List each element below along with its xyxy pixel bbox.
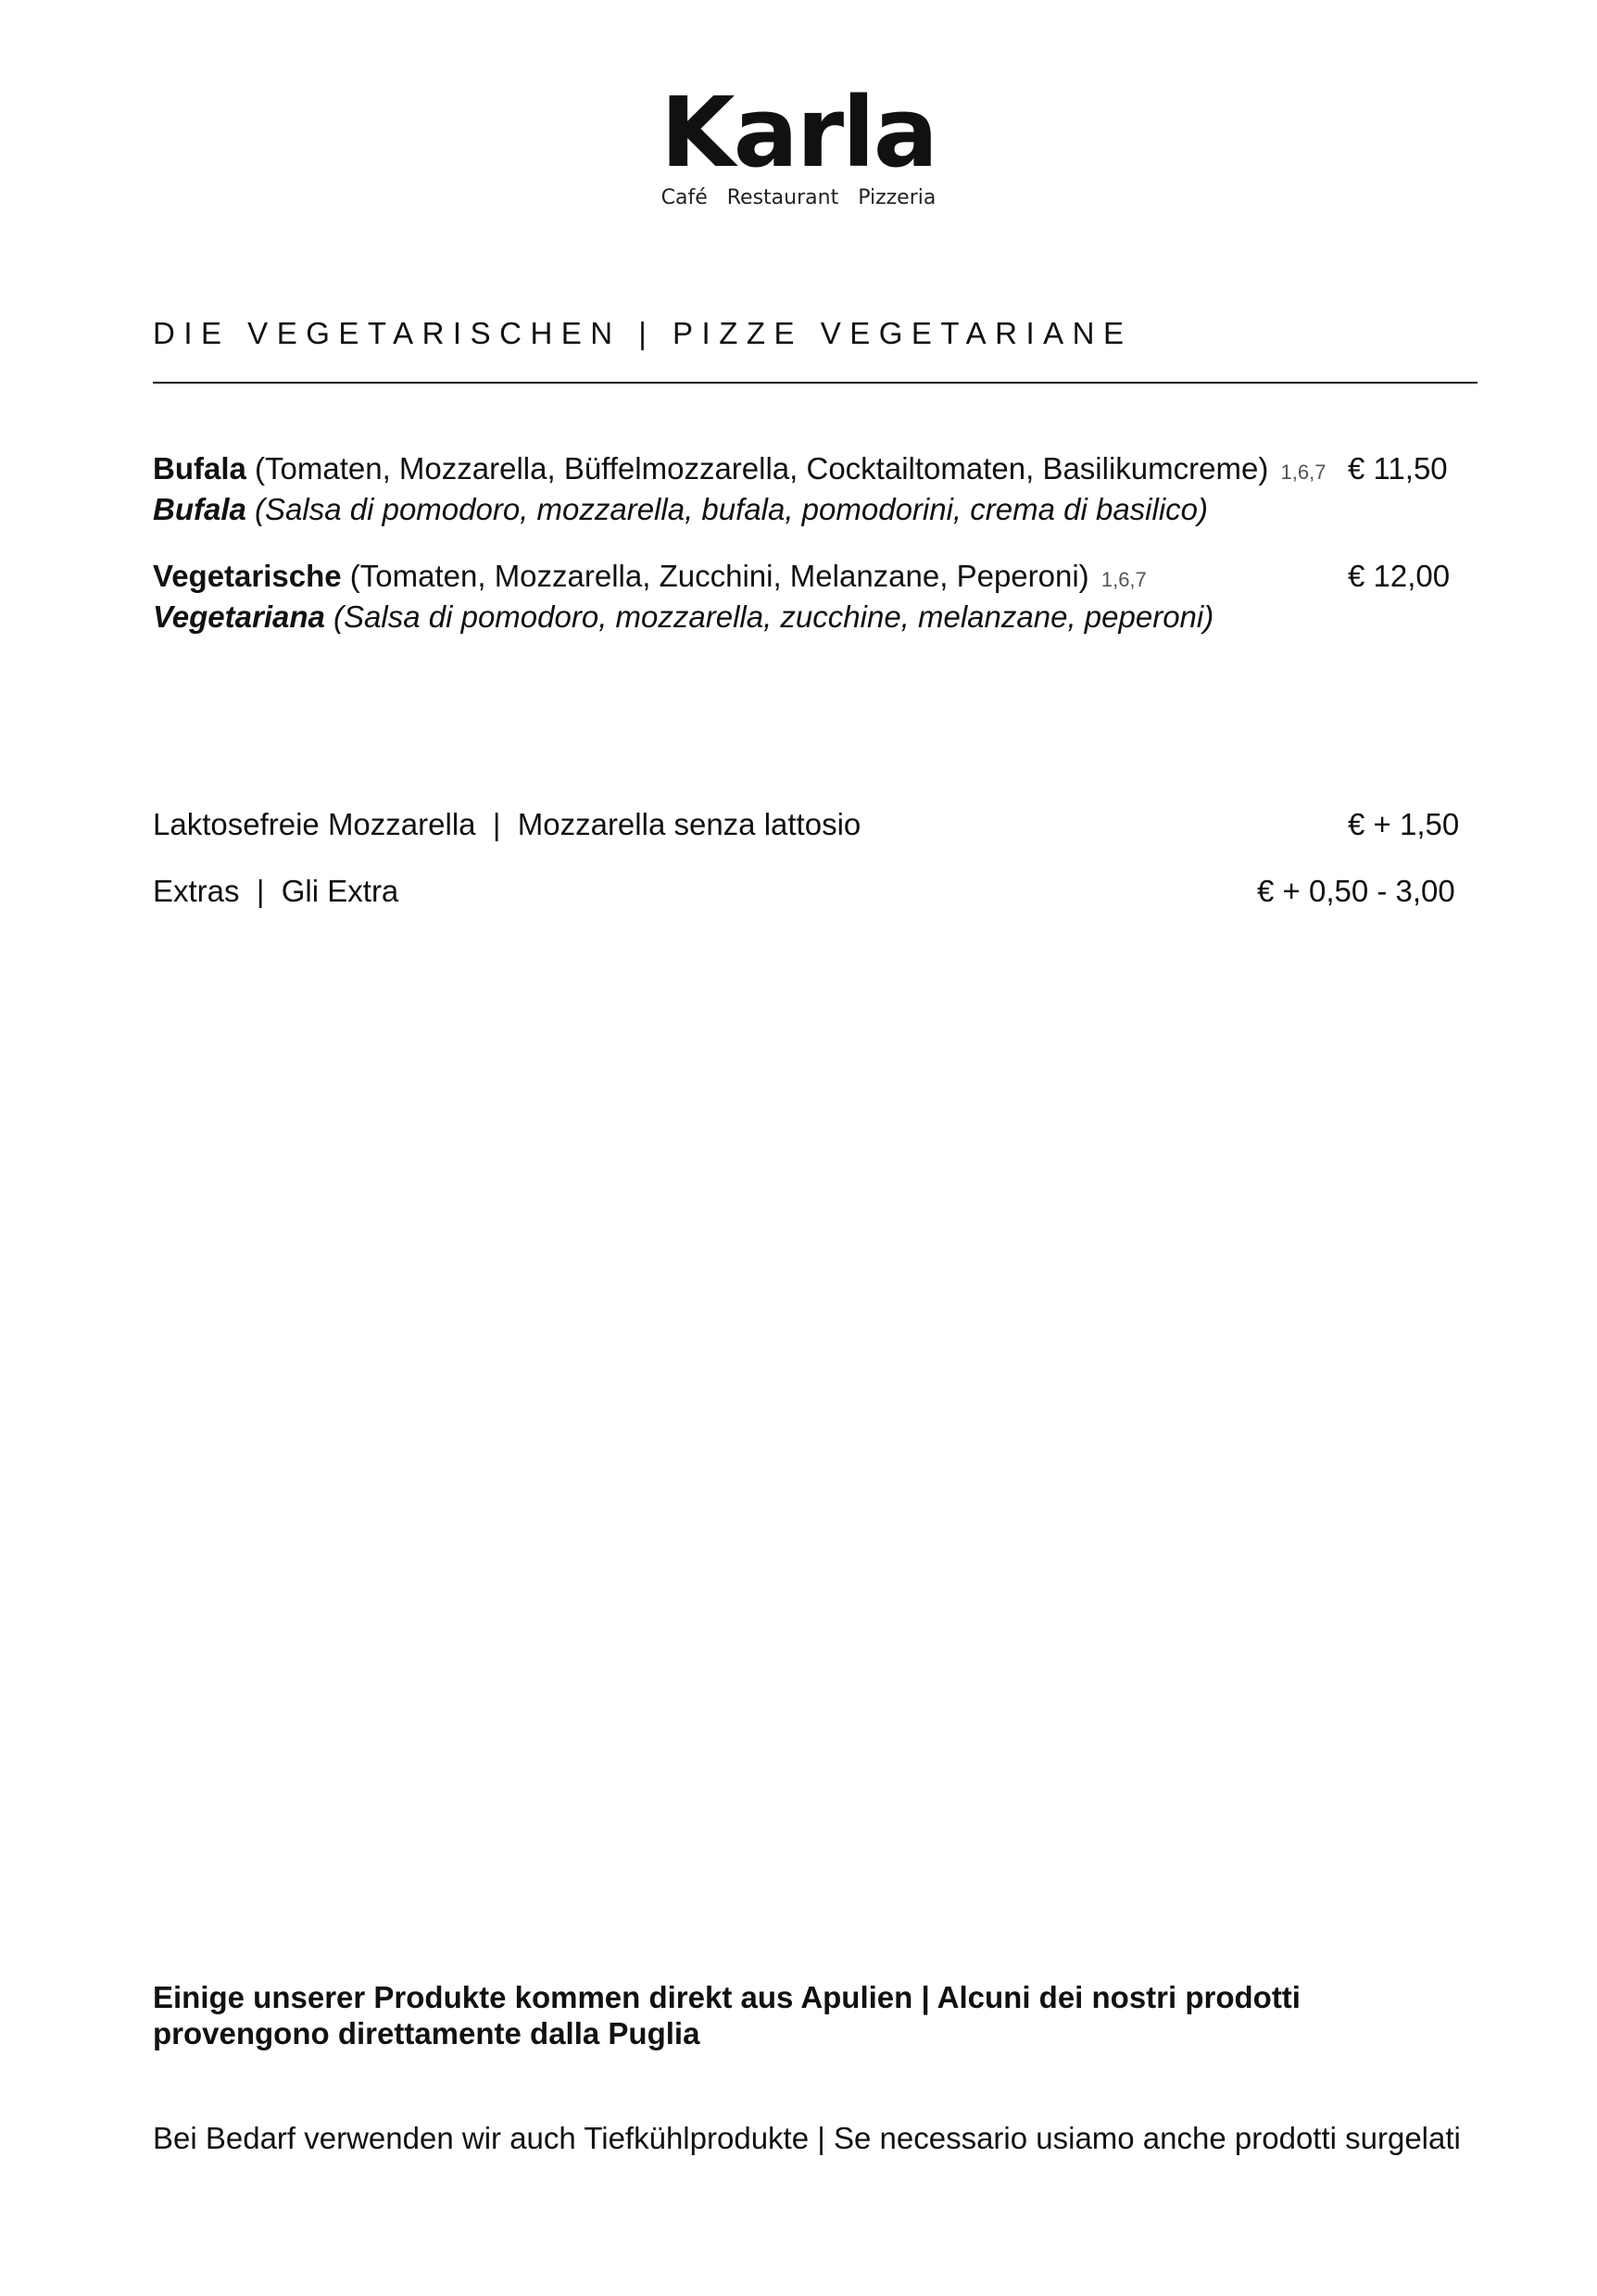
menu-item-vegetarische (153, 558, 1478, 636)
menu-item-italian-line (153, 599, 1478, 636)
menu-item-italian-line (153, 491, 1478, 528)
origin-note: Einige unserer Produkte kommen direkt aus Apulien | Alcuni dei nostri prodotti provengono direttamente dalla Puglia (153, 1980, 1301, 2050)
brand-logo: Karla (660, 76, 937, 189)
menu-item-allergens: 1,6,7 (1280, 460, 1327, 484)
menu-item-price: € 11,50 (1348, 451, 1448, 486)
brand-tagline: Café Restaurant Pizzeria (660, 186, 937, 209)
brand-header (0, 76, 1597, 211)
menu-item-german-line (153, 558, 1478, 599)
frozen-products-note: Bei Bedarf verwenden wir auch Tiefkühlprodukte | Se necessario usiamo anche prodotti surgelati (153, 2121, 1461, 2155)
menu-item-bufala (153, 450, 1478, 528)
menu-item-ingredients-italian: (Salsa di pomodoro, mozzarella, bufala, pomodorini, crema di basilico) (255, 492, 1209, 526)
menu-item-ingredients: (Tomaten, Mozzarella, Zucchini, Melanzane, Peperoni) (349, 559, 1089, 593)
menu-item-name: Vegetarische (153, 559, 342, 593)
extra-label: Laktosefreie Mozzarella | Mozzarella senza lattosio (153, 807, 861, 841)
menu-item-allergens: 1,6,7 (1100, 568, 1147, 591)
section-heading: DIE VEGETARISCHEN | PIZZE VEGETARIANE (153, 316, 1133, 350)
section-divider (153, 382, 1478, 384)
menu-item-name-italian: Bufala (153, 492, 246, 526)
extra-price: € + 0,50 - 3,00 (1257, 874, 1455, 908)
menu-item-price: € 12,00 (1348, 559, 1451, 593)
extra-row-lactose-free (153, 806, 1478, 843)
menu-item-ingredients: (Tomaten, Mozzarella, Büffelmozzarella, Cocktailtomaten, Basilikumcreme) (255, 451, 1269, 486)
menu-item-german-line (153, 450, 1478, 491)
extra-row-extras (153, 873, 1478, 910)
menu-item-name: Bufala (153, 451, 246, 486)
extra-price: € + 1,50 (1348, 807, 1460, 841)
menu-item-name-italian: Vegetariana (153, 599, 325, 634)
extra-label: Extras | Gli Extra (153, 874, 399, 908)
menu-item-ingredients-italian: (Salsa di pomodoro, mozzarella, zucchine, melanzane, peperoni) (333, 599, 1214, 634)
